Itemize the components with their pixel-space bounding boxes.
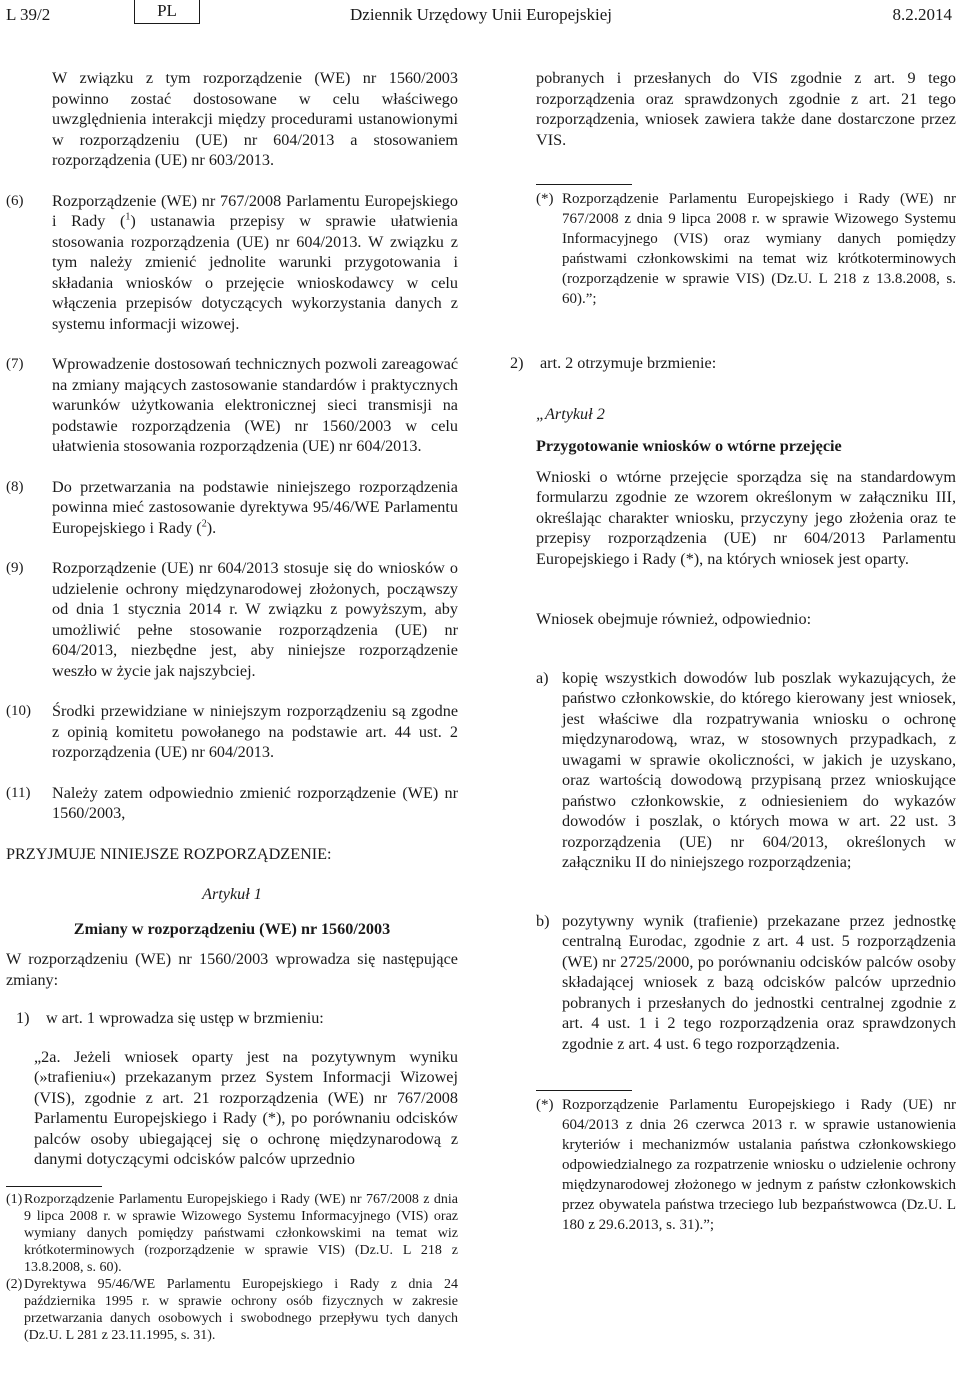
point-a: a) kopię wszystkich dowodów lub poszlak wykazujących, że państwo członkowskie, do którego kierowany jest wniosek, jest właściwe dla rozpatrywania wniosku o ochronę międzynarodową, wraz, w stosownych przypadkach, z uwagami w sprawie okoliczności, w jakich je uzyskano, oraz wartością dowodową przypisaną przez wnioskujące państwo członkowskie, z odniesieniem do wykazów dowodów i poszlak, o których mowa w art. 22 ust. 3 rozporządzenia (UE) nr 604/2013, określonych w załączniku II do niniejszego rozporządzenia; <box>536 668 956 871</box>
quote-continuation: pobranych i przesłanych do VIS zgodnie z art. 9 tego rozporządzenia oraz sprawdzonych zgodnie z art. 21 tego rozporządzenia, wniosek zawiera także dane dostarczone przez VIS. <box>536 69 956 149</box>
footnote-1: (1) Rozporządzenie Parlamentu Europejskiego i Rady (WE) nr 767/2008 z dnia 9 lipca 2008 r. w sprawie Wizowego Systemu Informacyjnego (VIS) oraz wymiany danych pomiędzy państwami członkowskimi na temat wiz krótkoterminowych (rozporządzenie w sprawie VIS) (Dz.U. L 218 z 13.8.2008, s. 60). <box>6 1191 458 1275</box>
intro-paragraph: W związku z tym rozporządzenie (WE) nr 1560/2003 powinno zostać dostosowane w celu właściwego uwzględnienia interakcji między procedurami ustanowionymi w rozporządzeniu (UE) nr 604/2013 a stosowaniem rozporządzenia (UE) nr 603/2013. <box>52 69 458 169</box>
article-1-label: Artykuł 1 <box>202 885 262 903</box>
publication-date: 8.2.2014 <box>892 5 952 24</box>
inner-footnote-divider-a <box>536 184 632 185</box>
page-header <box>0 0 960 36</box>
amendment-1: 1) w art. 1 wprowadza się ustęp w brzmieniu: <box>16 1009 324 1027</box>
footnote-divider <box>6 1186 102 1187</box>
article-2-label: „Artykuł 2 <box>536 404 605 423</box>
inner-footnote-divider-b <box>536 1090 632 1091</box>
language-badge: PL <box>134 0 200 24</box>
footnote-ref-2[interactable]: 2 <box>201 518 207 530</box>
recital-11: (11) Należy zatem odpowiednio zmienić rozporządzenie (WE) nr 1560/2003, <box>6 783 458 822</box>
right-column <box>510 68 956 1235</box>
amendment-2: 2) art. 2 otrzymuje brzmienie: <box>510 354 717 372</box>
article-2-title: Przygotowanie wniosków o wtórne przejęcie <box>536 437 842 455</box>
left-column <box>6 68 458 1344</box>
inner-footnote-a: (*) Rozporządzenie Parlamentu Europejskiego i Rady (WE) nr 767/2008 z dnia 9 lipca 2008 r. w sprawie Wizowego Systemu Informacyjnego (VIS) oraz wymiany danych pomiędzy państwami członkowskimi na temat wiz krótkoterminowych (rozporządzenie w sprawie VIS) (Dz.U. L 218 z 13.8.2008, s. 60).”; <box>536 191 956 307</box>
adoption-formula: PRZYJMUJE NINIEJSZE ROZPORZĄDZENIE: <box>6 844 332 863</box>
recital-6: (6) Rozporządzenie (WE) nr 767/2008 Parlamentu Europejskiego i Rady ($^1$) ustanawia przepisy w sprawie ułatwienia stosowania rozporządzenia (UE) nr 604/2013. W związku z tym należy zmienić jednolite warunki przygotowania i składania wniosków o przejęcie wnioskodawcy w celu włączenia przepisów dotyczących wykorzystania danych z systemu informacji wizowej. <box>6 191 458 333</box>
inner-footnote-b: (*) Rozporządzenie Parlamentu Europejskiego i Rady (UE) nr 604/2013 z dnia 26 czerwca 2013 r. w sprawie ustanowienia kryteriów i mechanizmów ustalania państwa członkowskiego odpowiedzialnego za rozpatrzenie wniosku o udzielenie ochrony międzynarodowej złożonego w jednym z państw członkowskich przez obywatela państwa trzeciego lub bezpaństwowca (Dz.U. L 180 z 29.6.2013, s. 31).”; <box>536 1097 956 1233</box>
recital-8: (8) Do przetwarzania na podstawie niniejszego rozporządzenia powinna mieć zastosowanie dyrektywa 95/46/WE Parlamentu Europejskiego i Rady ($^2$). <box>6 477 458 537</box>
footnote-ref-1[interactable]: 1 <box>125 211 131 223</box>
article-1-intro: W rozporządzeniu (WE) nr 1560/2003 wprowadza się następujące zmiany: <box>6 950 458 989</box>
recital-9: (9) Rozporządzenie (UE) nr 604/2013 stosuje się do wniosków o udzielenie ochrony międzynarodowej złożonych, począwszy od dnia 1 stycznia 2014 r. W związku z powyższym, aby umożliwić pełne stosowanie rozporządzenia (UE) nr 604/2013, niezbędne jest, aby niniejsze rozporządzenie weszło w życie jak najszybciej. <box>6 559 458 680</box>
recital-7: (7) Wprowadzenie dostosowań technicznych pozwoli zareagować na zmiany mających zastosowanie standardów i praktycznych warunków użytkowania elektronicznej sieci transmisji na podstawie rozporządzenia (WE) nr 1560/2003 w celu ułatwienia stosowania rozporządzenia (UE) nr 604/2013. <box>6 355 458 455</box>
article-1-title: Zmiany w rozporządzeniu (WE) nr 1560/2003 <box>73 919 391 938</box>
point-b: b) pozytywny wynik (trafienie) przekazane przez jednostkę centralną Eurodac, zgodnie z art. 4 ust. 5 rozporządzenia (WE) nr 2725/2000, po porównaniu odcisków palców osoby składającej wniosek z bazą odcisków palców uprzednio pobranych i przesłanych do jednostki centralnej zgodnie z art. 4 ust. 1 i 2 tego rozporządzenia oraz sprawdzonych zgodnie z art. 4 ust. 6 tego rozporządzenia. <box>536 911 956 1053</box>
recital-10: (10) Środki przewidziane w niniejszym rozporządzeniu są zgodne z opinią komitetu powołanego na podstawie art. 44 ust. 2 rozporządzenia (UE) nr 604/2013. <box>6 702 458 761</box>
article-2-paragraph-1: Wnioski o wtórne przejęcie sporządza się na standardowym formularzu zgodnie ze wzorem określonym w załączniku III, określając charakter wniosku, przyczyny jego złożenia oraz te przepisy rozporządzenia (UE) nr 604/2013 Parlamentu Europejskiego i Rady (*), na których wniosek jest oparty. <box>536 467 956 568</box>
paragraph-2a-quote: „2a. Jeżeli wniosek oparty jest na pozytywnym wyniku (»trafieniu«) przekazanym przez System Informacji Wizowej (VIS), zgodnie z art. 21 rozporządzenia (WE) nr 767/2008 Parlamentu Europejskiego i Rady (*), po porównaniu odcisków palców osoby ubiegającej się o ochronę międzynarodową z danymi dotyczącymi odcisków palców uprzednio <box>34 1047 458 1168</box>
page-reference: L 39/2 <box>6 5 51 24</box>
footnote-2: (2) Dyrektywa 95/46/WE Parlamentu Europejskiego i Rady z dnia 24 października 1995 r. w sprawie ochrony osób fizycznych w zakresie przetwarzania danych osobowych i swobodnego przepływu tych danych (Dz.U. L 281 z 23.11.1995, s. 31). <box>6 1276 458 1343</box>
article-2-paragraph-2: Wniosek obejmuje również, odpowiednio: <box>536 610 812 628</box>
journal-title: Dziennik Urzędowy Unii Europejskiej <box>350 5 613 24</box>
